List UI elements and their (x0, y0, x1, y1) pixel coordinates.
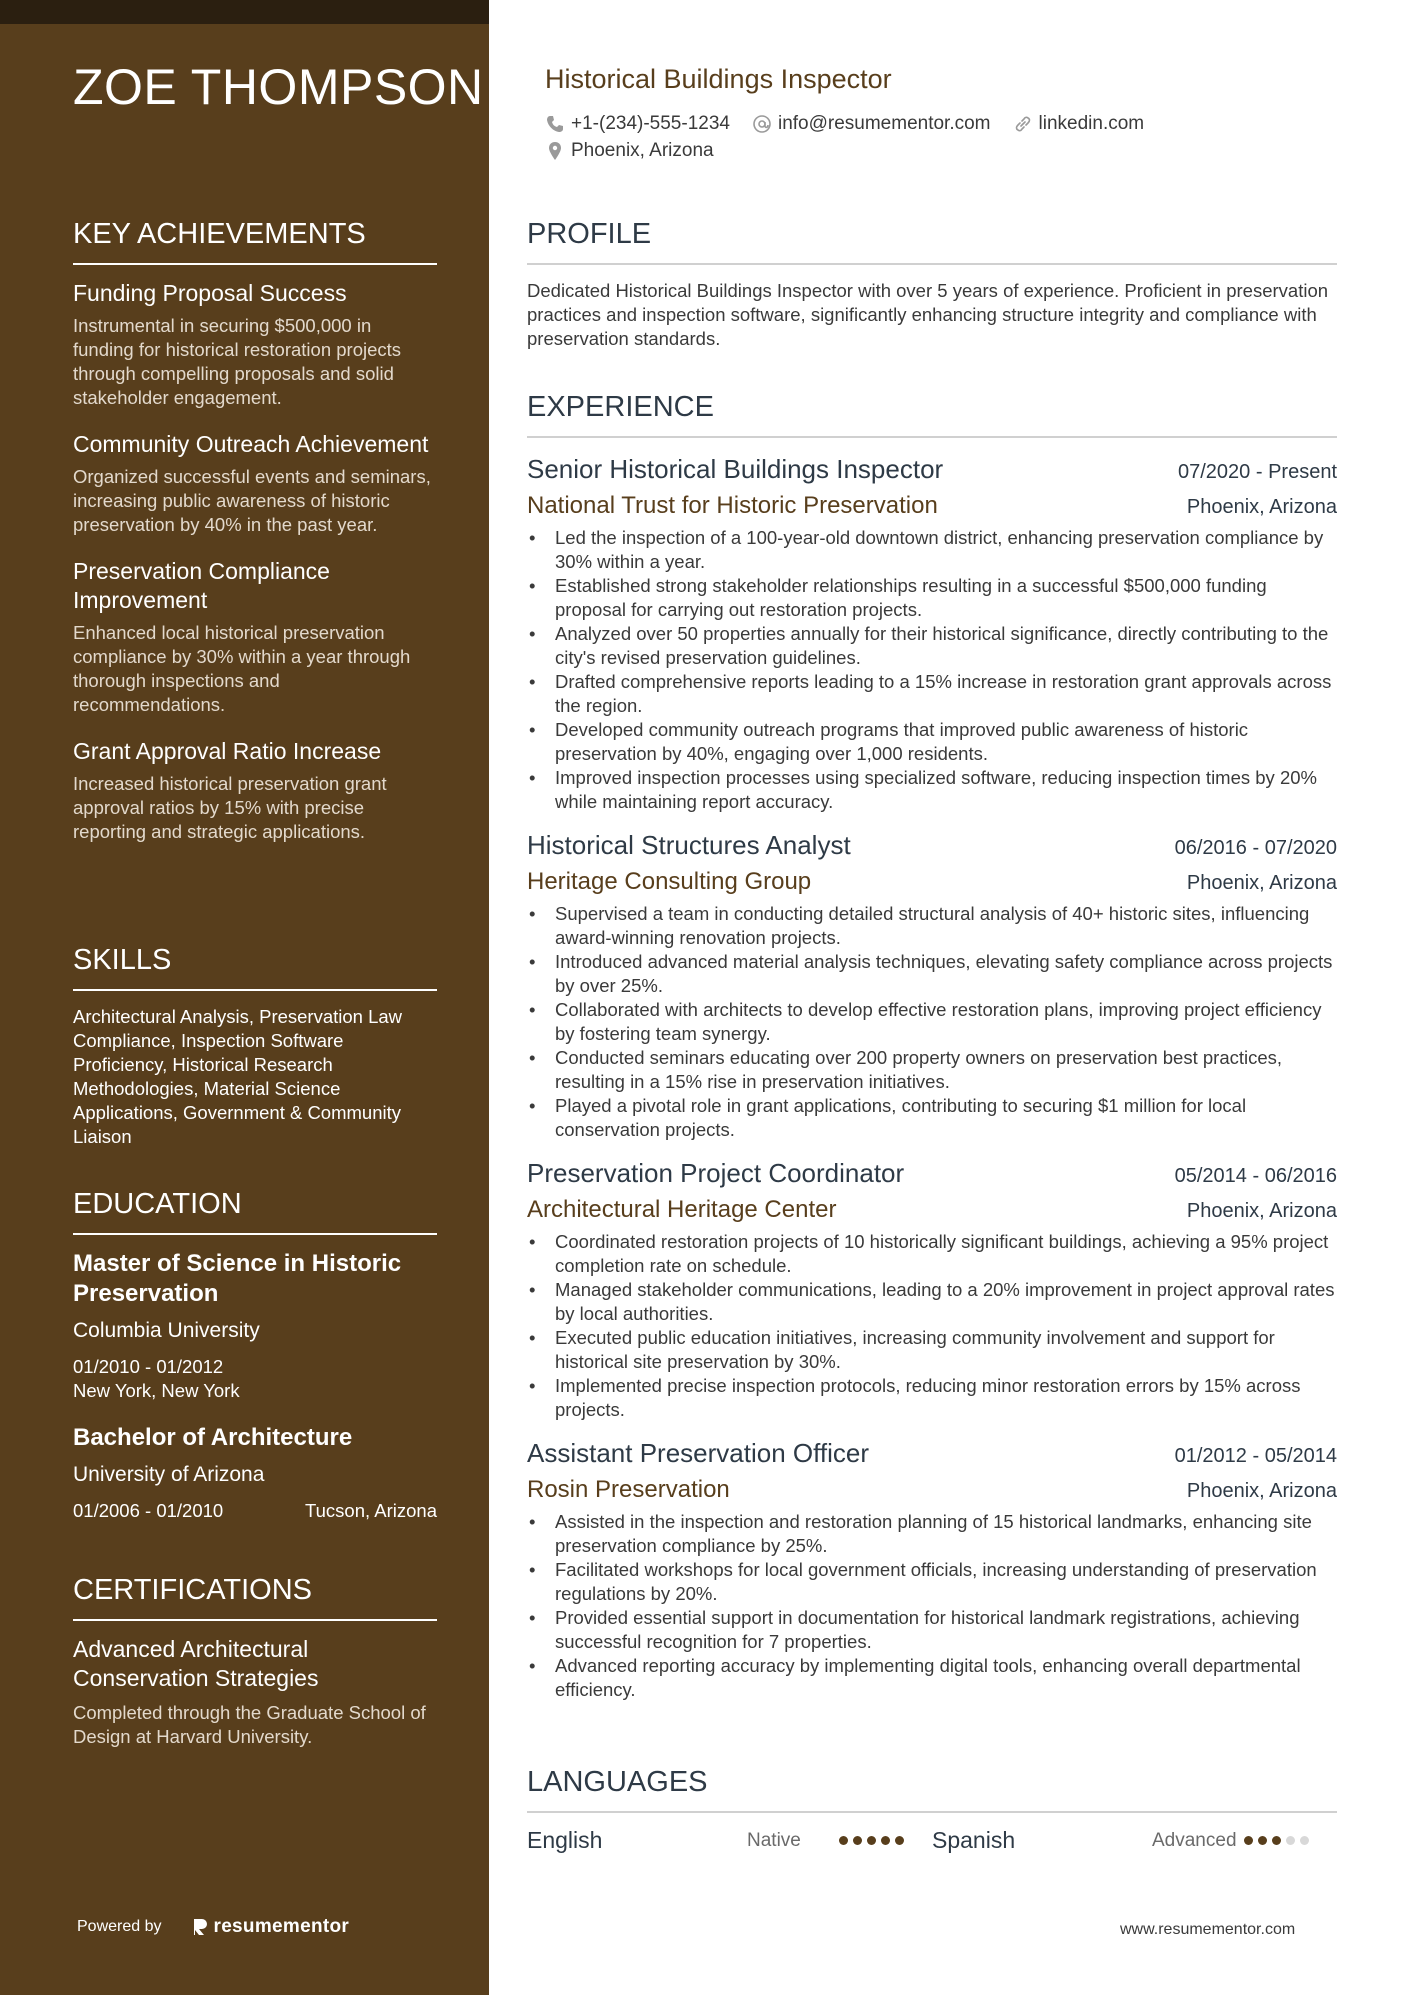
achievement-item (73, 737, 437, 844)
sidebar (0, 0, 489, 1995)
experience-heading: EXPERIENCE (527, 391, 1337, 438)
achievement-item (73, 557, 437, 717)
brand-logo[interactable] (192, 1916, 350, 1938)
phone-icon (545, 114, 565, 134)
experience-item (527, 828, 1337, 1142)
sidebar-top-band (0, 0, 489, 24)
language-level: Advanced (1152, 1829, 1237, 1851)
location-row (545, 140, 714, 162)
languages-section (527, 1766, 1337, 1854)
contact-row (545, 113, 1144, 135)
achievement-desc: Organized successful events and seminars, increasing public awareness of historic preservation by 40% in the past year. (73, 466, 431, 535)
language-name: English (527, 1827, 603, 1853)
job-role: Senior Historical Buildings Inspector (527, 454, 944, 484)
skills-heading: SKILLS (73, 944, 437, 991)
achievements-section (73, 218, 437, 864)
education-location: New York, New York (73, 1380, 240, 1401)
job-dates: 07/2020 - Present (1178, 461, 1337, 483)
location-pin-icon (545, 141, 565, 161)
job-title: Historical Buildings Inspector (545, 64, 892, 94)
job-location: Phoenix, Arizona (1186, 1200, 1337, 1222)
footer-url[interactable]: www.resumementor.com (1120, 1921, 1296, 1938)
experience-item (527, 1156, 1337, 1422)
job-company: Rosin Preservation (527, 1476, 730, 1503)
bullet: • Provided essential support in documentation for historical landmark registrations, achieving successful recognition for 7 properties. (527, 1606, 1337, 1654)
bullet: • Advanced reporting accuracy by implementing digital tools, enhancing overall departmental efficiency. (527, 1654, 1337, 1702)
achievement-title: Preservation Compliance Improvement (73, 558, 330, 613)
education-section (73, 1188, 437, 1543)
phone-text: +1-(234)-555-1234 (571, 113, 730, 134)
achievement-title: Community Outreach Achievement (73, 431, 429, 457)
education-location: Tucson, Arizona (305, 1500, 437, 1521)
bullet: • Facilitated workshops for local government officials, increasing understanding of preservation regulations by 20%. (527, 1558, 1337, 1606)
achievement-title: Grant Approval Ratio Increase (73, 738, 382, 764)
email-text: info@resumementor.com (777, 113, 991, 134)
location-text: Phoenix, Arizona (571, 140, 714, 161)
language-proficiency-dots (1244, 1836, 1309, 1845)
linkedin-text: linkedin.com (1038, 113, 1145, 134)
powered-by (77, 1916, 349, 1938)
proficiency-dot-filled (1272, 1836, 1281, 1845)
email[interactable] (752, 113, 991, 135)
education-dates: 01/2010 - 01/2012 (73, 1356, 224, 1377)
proficiency-dot-filled (1244, 1836, 1253, 1845)
proficiency-dot-filled (1258, 1836, 1267, 1845)
certification-title: Advanced Architectural Conservation Strategies (73, 1636, 319, 1691)
proficiency-dot-filled (895, 1836, 904, 1845)
bullet: • Established strong stakeholder relationships resulting in a successful $500,000 funding proposal for carrying out restoration projects. (527, 574, 1337, 622)
proficiency-dot-filled (839, 1836, 848, 1845)
skills-list: Architectural Analysis, Preservation Law Compliance, Inspection Software Proficiency, Historical Research Methodologies, Material Science Applications, Government & Community Liaison (73, 1006, 403, 1147)
education-meta (73, 1355, 437, 1403)
powered-by-label: Powered by (77, 1918, 162, 1935)
achievement-desc: Instrumental in securing $500,000 in funding for historical restoration projects through compelling proposals and solid stakeholder engagement. (73, 315, 402, 408)
achievements-heading: KEY ACHIEVEMENTS (73, 218, 437, 265)
education-school: University of Arizona (73, 1463, 265, 1486)
achievement-item (73, 279, 437, 410)
link-icon (1013, 114, 1033, 134)
bullet: • Drafted comprehensive reports leading to a 15% increase in restoration grant approvals across the region. (527, 670, 1337, 718)
education-meta (73, 1499, 437, 1523)
profile-text: Dedicated Historical Buildings Inspector with over 5 years of experience. Proficient in preservation practices and inspection software, significantly enhancing structure integrity and compliance with preservation standards. (527, 280, 1329, 349)
job-role: Historical Structures Analyst (527, 830, 851, 860)
experience-item (527, 1436, 1337, 1702)
education-item (73, 1249, 437, 1403)
language-proficiency-dots (839, 1836, 904, 1845)
job-company: Heritage Consulting Group (527, 868, 812, 895)
candidate-name: ZOE THOMPSON (73, 59, 484, 115)
bullet: • Assisted in the inspection and restoration planning of 15 historical landmarks, enhancing site preservation compliance by 25%. (527, 1510, 1337, 1558)
proficiency-dot-filled (881, 1836, 890, 1845)
job-role: Assistant Preservation Officer (527, 1438, 869, 1468)
achievement-desc: Increased historical preservation grant approval ratios by 15% with precise reporting and strategic applications. (73, 773, 387, 842)
proficiency-dot-empty (1300, 1836, 1309, 1845)
bullet: • Led the inspection of a 100-year-old downtown district, enhancing preservation compliance by 30% within a year. (527, 526, 1337, 574)
bullet: • Coordinated restoration projects of 10 historically significant buildings, achieving a 95% project completion rate on schedule. (527, 1230, 1337, 1278)
job-dates: 01/2012 - 05/2014 (1174, 1445, 1337, 1467)
languages-heading: LANGUAGES (527, 1766, 1337, 1813)
bullet: • Implemented precise inspection protocols, reducing minor restoration errors by 15% across projects. (527, 1374, 1337, 1422)
brand-name: resumementor (213, 1916, 350, 1937)
job-company: Architectural Heritage Center (527, 1196, 837, 1223)
education-degree: Bachelor of Architecture (73, 1424, 353, 1451)
proficiency-dot-empty (1286, 1836, 1295, 1845)
bullet: • Conducted seminars educating over 200 property owners on preservation best practices, resulting in a 15% rise in preservation initiatives. (527, 1046, 1337, 1094)
linkedin[interactable] (1013, 113, 1145, 135)
job-bullets (527, 1230, 1337, 1422)
language-level: Native (747, 1829, 801, 1851)
job-role: Preservation Project Coordinator (527, 1158, 905, 1188)
at-icon (752, 114, 772, 134)
job-bullets (527, 526, 1337, 814)
job-company: National Trust for Historic Preservation (527, 492, 938, 519)
profile-heading: PROFILE (527, 218, 1337, 265)
achievement-title: Funding Proposal Success (73, 280, 347, 306)
job-dates: 05/2014 - 06/2016 (1174, 1165, 1337, 1187)
experience-item (527, 452, 1337, 814)
job-dates: 06/2016 - 07/2020 (1174, 837, 1337, 859)
language-item (527, 1827, 932, 1854)
experience-section (527, 391, 1337, 1716)
education-dates: 01/2006 - 01/2010 (73, 1500, 224, 1521)
certifications-section (73, 1574, 437, 1749)
education-heading: EDUCATION (73, 1188, 437, 1235)
achievement-desc: Enhanced local historical preservation compliance by 30% within a year through thorough inspections and recommendations. (73, 622, 411, 715)
bullet: • Collaborated with architects to develop effective restoration plans, improving project efficiency by fostering team synergy. (527, 998, 1337, 1046)
language-name: Spanish (932, 1827, 1016, 1853)
education-school: Columbia University (73, 1319, 260, 1342)
education-item (73, 1423, 437, 1523)
education-degree: Master of Science in Historic Preservation (73, 1250, 402, 1307)
bullet: • Supervised a team in conducting detailed structural analysis of 40+ historic sites, influencing award-winning renovation projects. (527, 902, 1337, 950)
phone[interactable] (545, 113, 730, 135)
bullet: • Developed community outreach programs that improved public awareness of historic preservation by 40%, engaging over 1,000 residents. (527, 718, 1337, 766)
job-bullets (527, 1510, 1337, 1702)
certifications-heading: CERTIFICATIONS (73, 1574, 437, 1621)
job-location: Phoenix, Arizona (1186, 496, 1337, 518)
proficiency-dot-filled (853, 1836, 862, 1845)
bullet: • Improved inspection processes using specialized software, reducing inspection times by 20% while maintaining report accuracy. (527, 766, 1337, 814)
job-bullets (527, 902, 1337, 1142)
certification-desc: Completed through the Graduate School of Design at Harvard University. (73, 1702, 426, 1747)
bullet: • Managed stakeholder communications, leading to a 20% improvement in project approval rates by local authorities. (527, 1278, 1337, 1326)
job-location: Phoenix, Arizona (1186, 1480, 1337, 1502)
proficiency-dot-filled (867, 1836, 876, 1845)
achievement-item (73, 430, 437, 537)
bullet: • Introduced advanced material analysis techniques, elevating safety compliance across projects by over 25%. (527, 950, 1337, 998)
language-item (932, 1827, 1337, 1854)
location (545, 140, 714, 162)
skills-section (73, 944, 437, 1149)
bullet: • Analyzed over 50 properties annually for their historical significance, directly contributing to the city's revised preservation guidelines. (527, 622, 1337, 670)
bullet: • Played a pivotal role in grant applications, contributing to securing $1 million for local conservation projects. (527, 1094, 1337, 1142)
bullet: • Executed public education initiatives, increasing community involvement and support for historical site preservation by 30%. (527, 1326, 1337, 1374)
resumementor-logo-icon (192, 1917, 208, 1937)
profile-section (527, 218, 1337, 351)
job-location: Phoenix, Arizona (1186, 872, 1337, 894)
